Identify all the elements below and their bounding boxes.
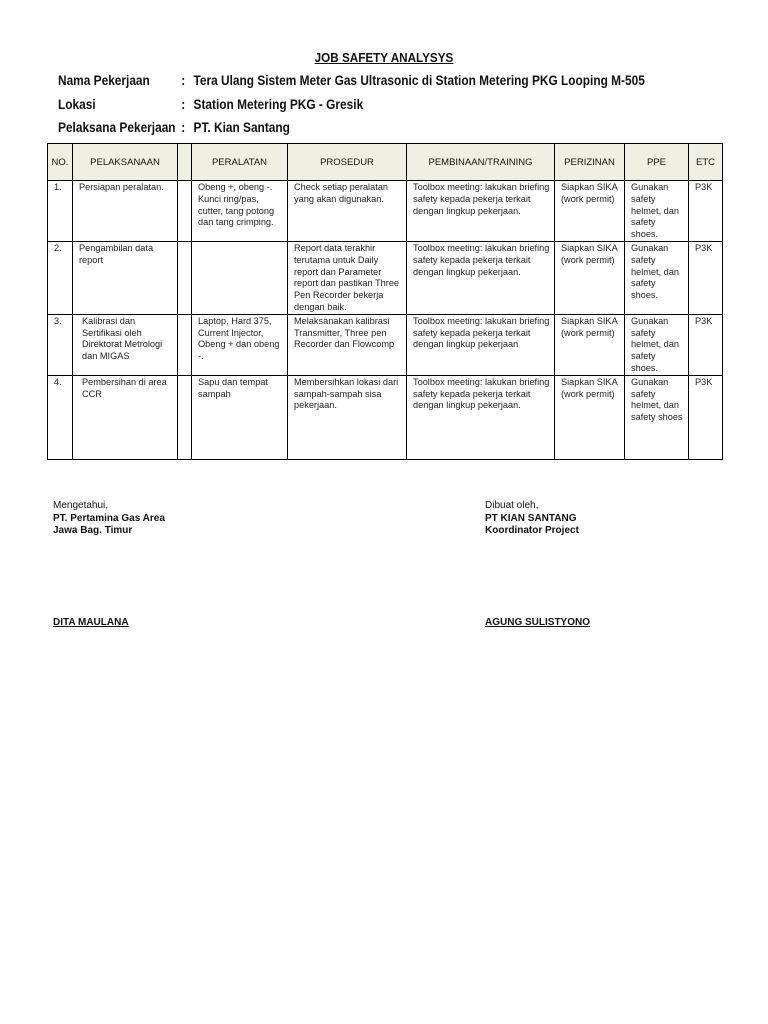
right-org-line1: PT KIAN SANTANG [485, 512, 577, 524]
left-org-line2: Jawa Bag. Timur [53, 525, 133, 536]
table-row [48, 241, 723, 314]
cell-pembinaan: Toolbox meeting: lakukan briefing safety kepada pekerja terkait dengan lingkup pekerjaan. [407, 241, 555, 314]
cell-peralatan: Sapu dan tempat sampah [192, 375, 288, 459]
header-prosedur: PROSEDUR [288, 144, 407, 181]
header-pembinaan: PEMBINAAN/TRAINING [407, 144, 555, 181]
header-perizinan: PERIZINAN [555, 144, 625, 181]
cell-peralatan [192, 241, 288, 314]
cell-no: 4. [48, 375, 73, 459]
job-separator: : [181, 73, 186, 88]
header-etc: ETC [689, 144, 723, 181]
table-header-row [48, 144, 723, 181]
executor-value: PT. Kian Santang [193, 120, 290, 135]
cell-blank [178, 375, 192, 459]
cell-no: 3. [48, 314, 73, 375]
cell-peralatan: Laptop, Hard 375, Current Injector, Obeng + dan obeng -. [192, 314, 288, 375]
table-row [48, 375, 723, 459]
left-intro: Mengetahui, [53, 500, 109, 511]
header-ppe: PPE [625, 144, 689, 181]
job-label: Nama Pekerjaan [58, 73, 150, 88]
left-org-line1: PT. Pertamina Gas Area [53, 512, 165, 524]
cell-prosedur: Membersihkan lokasi dari sampah-sampah sisa pekerjaan. [288, 375, 407, 459]
location-separator: : [181, 97, 186, 112]
executor-separator: : [181, 120, 186, 135]
cell-pelaksanaan: Persiapan peralatan. [73, 181, 178, 242]
cell-peralatan: Obeng +, obeng -. Kunci ring/pas, cutter, tang potong dan tang crimping. [192, 181, 288, 242]
cell-perizinan: Siapkan SIKA (work permit) [555, 314, 625, 375]
header-blank [178, 144, 192, 181]
cell-ppe: Gunakan safety helmet, dan safety shoes. [625, 241, 689, 314]
location-value: Station Metering PKG - Gresik [193, 97, 364, 112]
cell-ppe: Gunakan safety helmet, dan safety shoes. [625, 181, 689, 242]
cell-ppe: Gunakan safety helmet, dan safety shoes [625, 375, 689, 459]
cell-perizinan: Siapkan SIKA (work permit) [555, 375, 625, 459]
cell-pelaksanaan: Kalibrasi dan Sertifikasi oleh Direktorat Metrologi dan MIGAS [73, 314, 178, 375]
jsa-table [47, 143, 723, 460]
cell-etc: P3K [689, 375, 723, 459]
info-row-job [58, 73, 645, 88]
signature-block-right [485, 500, 579, 538]
location-label: Lokasi [58, 97, 96, 112]
cell-ppe: Gunakan safety helmet, dan safety shoes. [625, 314, 689, 375]
cell-blank [178, 314, 192, 375]
executor-label: Pelaksana Pekerjaan [58, 120, 176, 135]
cell-blank [178, 181, 192, 242]
cell-no: 2. [48, 241, 73, 314]
info-row-executor [58, 120, 290, 135]
right-org-line2: Koordinator Project [485, 525, 579, 536]
table-row [48, 314, 723, 375]
cell-prosedur: Melaksanakan kalibrasi Transmitter, Three pen Recorder dan Flowcomp [288, 314, 407, 375]
cell-no: 1. [48, 181, 73, 242]
document-title: JOB SAFETY ANALYSYS [314, 50, 454, 65]
cell-pembinaan: Toolbox meeting: lakukan briefing safety kepada pekerja terkait dengan lingkup pekerjaan. [407, 181, 555, 242]
cell-pelaksanaan: Pengambilan data report [73, 241, 178, 314]
cell-pembinaan: Toolbox meeting: lakukan briefing safety kepada pekerja terkait dengan lingkup pekerjaan [407, 314, 555, 375]
left-signatory-name: DITA MAULANA [53, 617, 129, 628]
header-pelaksanaan: PELAKSANAAN [73, 144, 178, 181]
cell-prosedur: Check setiap peralatan yang akan digunakan. [288, 181, 407, 242]
right-signatory-name: AGUNG SULISTYONO [485, 617, 591, 628]
cell-etc: P3K [689, 314, 723, 375]
cell-etc: P3K [689, 241, 723, 314]
header-peralatan: PERALATAN [192, 144, 288, 181]
cell-perizinan: Siapkan SIKA (work permit) [555, 181, 625, 242]
info-row-location [58, 97, 363, 112]
cell-perizinan: Siapkan SIKA (work permit) [555, 241, 625, 314]
cell-etc: P3K [689, 181, 723, 242]
right-intro: Dibuat oleh, [485, 500, 539, 511]
job-value: Tera Ulang Sistem Meter Gas Ultrasonic di Station Metering PKG Looping M-505 [193, 73, 645, 88]
signature-block-left [53, 500, 165, 538]
cell-pelaksanaan: Pembersihan di area CCR [73, 375, 178, 459]
header-no: NO. [48, 144, 73, 181]
cell-prosedur: Report data terakhir terutama untuk Daily report dan Parameter report dan pastikan Three Pen Recorder bekerja dengan baik. [288, 241, 407, 314]
table-row [48, 181, 723, 242]
cell-blank [178, 241, 192, 314]
cell-pembinaan: Toolbox meeting: lakukan briefing safety kepada pekerja terkait dengan lingkup pekerjaan. [407, 375, 555, 459]
